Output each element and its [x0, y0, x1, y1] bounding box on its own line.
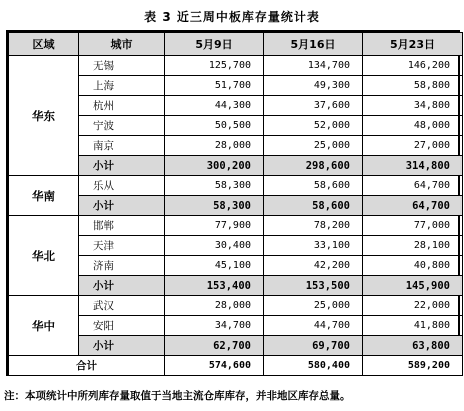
- value-cell: 28,100: [363, 236, 463, 256]
- value-cell: 22,000: [363, 296, 463, 316]
- value-cell: 25,000: [264, 136, 363, 156]
- value-cell: 146,200: [363, 56, 463, 76]
- subtotal-value: 58,600: [264, 196, 363, 216]
- value-cell: 48,000: [363, 116, 463, 136]
- value-cell: 58,300: [165, 176, 264, 196]
- value-cell: 28,000: [165, 296, 264, 316]
- region-cell: 华北: [9, 216, 79, 296]
- value-cell: 52,000: [264, 116, 363, 136]
- value-cell: 44,700: [264, 316, 363, 336]
- city-cell: 南京: [79, 136, 165, 156]
- header-row: [9, 33, 463, 56]
- value-cell: 134,700: [264, 56, 363, 76]
- subtotal-label: 小计: [79, 276, 165, 296]
- table-row: [9, 56, 463, 76]
- city-cell: 武汉: [79, 296, 165, 316]
- value-cell: 30,400: [165, 236, 264, 256]
- subtotal-value: 69,700: [264, 336, 363, 356]
- value-cell: 125,700: [165, 56, 264, 76]
- value-cell: 41,800: [363, 316, 463, 336]
- footnote: 注：本项统计中所列库存量取值于当地主流仓库库存，并非地区库存总量。: [4, 390, 351, 402]
- subtotal-label: 小计: [79, 196, 165, 216]
- total-label: 合计: [9, 356, 165, 376]
- subtotal-value: 153,500: [264, 276, 363, 296]
- total-value: 580,400: [264, 356, 363, 376]
- header-region: 区域: [9, 33, 79, 56]
- city-cell: 乐从: [79, 176, 165, 196]
- table-row: [9, 296, 463, 316]
- table-body: [9, 56, 463, 376]
- total-value: 589,200: [363, 356, 463, 376]
- city-cell: 无锡: [79, 56, 165, 76]
- value-cell: 40,800: [363, 256, 463, 276]
- subtotal-value: 153,400: [165, 276, 264, 296]
- value-cell: 58,800: [363, 76, 463, 96]
- value-cell: 44,300: [165, 96, 264, 116]
- subtotal-value: 145,900: [363, 276, 463, 296]
- table-title: 表 3 近三周中板库存量统计表: [144, 10, 320, 24]
- value-cell: 45,100: [165, 256, 264, 276]
- subtotal-value: 62,700: [165, 336, 264, 356]
- header-week-3: 5月23日: [363, 33, 463, 56]
- city-cell: 杭州: [79, 96, 165, 116]
- city-cell: 宁波: [79, 116, 165, 136]
- value-cell: 51,700: [165, 76, 264, 96]
- value-cell: 34,700: [165, 316, 264, 336]
- value-cell: 58,600: [264, 176, 363, 196]
- header-week-1: 5月9日: [165, 33, 264, 56]
- value-cell: 49,300: [264, 76, 363, 96]
- subtotal-value: 64,700: [363, 196, 463, 216]
- inventory-table-frame: [6, 30, 460, 376]
- subtotal-value: 298,600: [264, 156, 363, 176]
- city-cell: 济南: [79, 256, 165, 276]
- region-cell: 华南: [9, 176, 79, 216]
- region-cell: 华中: [9, 296, 79, 356]
- table-row: [9, 216, 463, 236]
- value-cell: 33,100: [264, 236, 363, 256]
- subtotal-label: 小计: [79, 336, 165, 356]
- subtotal-value: 58,300: [165, 196, 264, 216]
- subtotal-label: 小计: [79, 156, 165, 176]
- value-cell: 64,700: [363, 176, 463, 196]
- inventory-table: [8, 32, 463, 376]
- value-cell: 27,000: [363, 136, 463, 156]
- value-cell: 34,800: [363, 96, 463, 116]
- total-value: 574,600: [165, 356, 264, 376]
- value-cell: 37,600: [264, 96, 363, 116]
- value-cell: 78,200: [264, 216, 363, 236]
- value-cell: 25,000: [264, 296, 363, 316]
- value-cell: 77,900: [165, 216, 264, 236]
- region-cell: 华东: [9, 56, 79, 176]
- header-city: 城市: [79, 33, 165, 56]
- header-week-2: 5月16日: [264, 33, 363, 56]
- city-cell: 天津: [79, 236, 165, 256]
- city-cell: 安阳: [79, 316, 165, 336]
- city-cell: 邯郸: [79, 216, 165, 236]
- subtotal-value: 63,800: [363, 336, 463, 356]
- value-cell: 28,000: [165, 136, 264, 156]
- total-row: [9, 356, 463, 376]
- subtotal-value: 300,200: [165, 156, 264, 176]
- table-row: [9, 176, 463, 196]
- value-cell: 50,500: [165, 116, 264, 136]
- subtotal-value: 314,800: [363, 156, 463, 176]
- value-cell: 42,200: [264, 256, 363, 276]
- value-cell: 77,000: [363, 216, 463, 236]
- city-cell: 上海: [79, 76, 165, 96]
